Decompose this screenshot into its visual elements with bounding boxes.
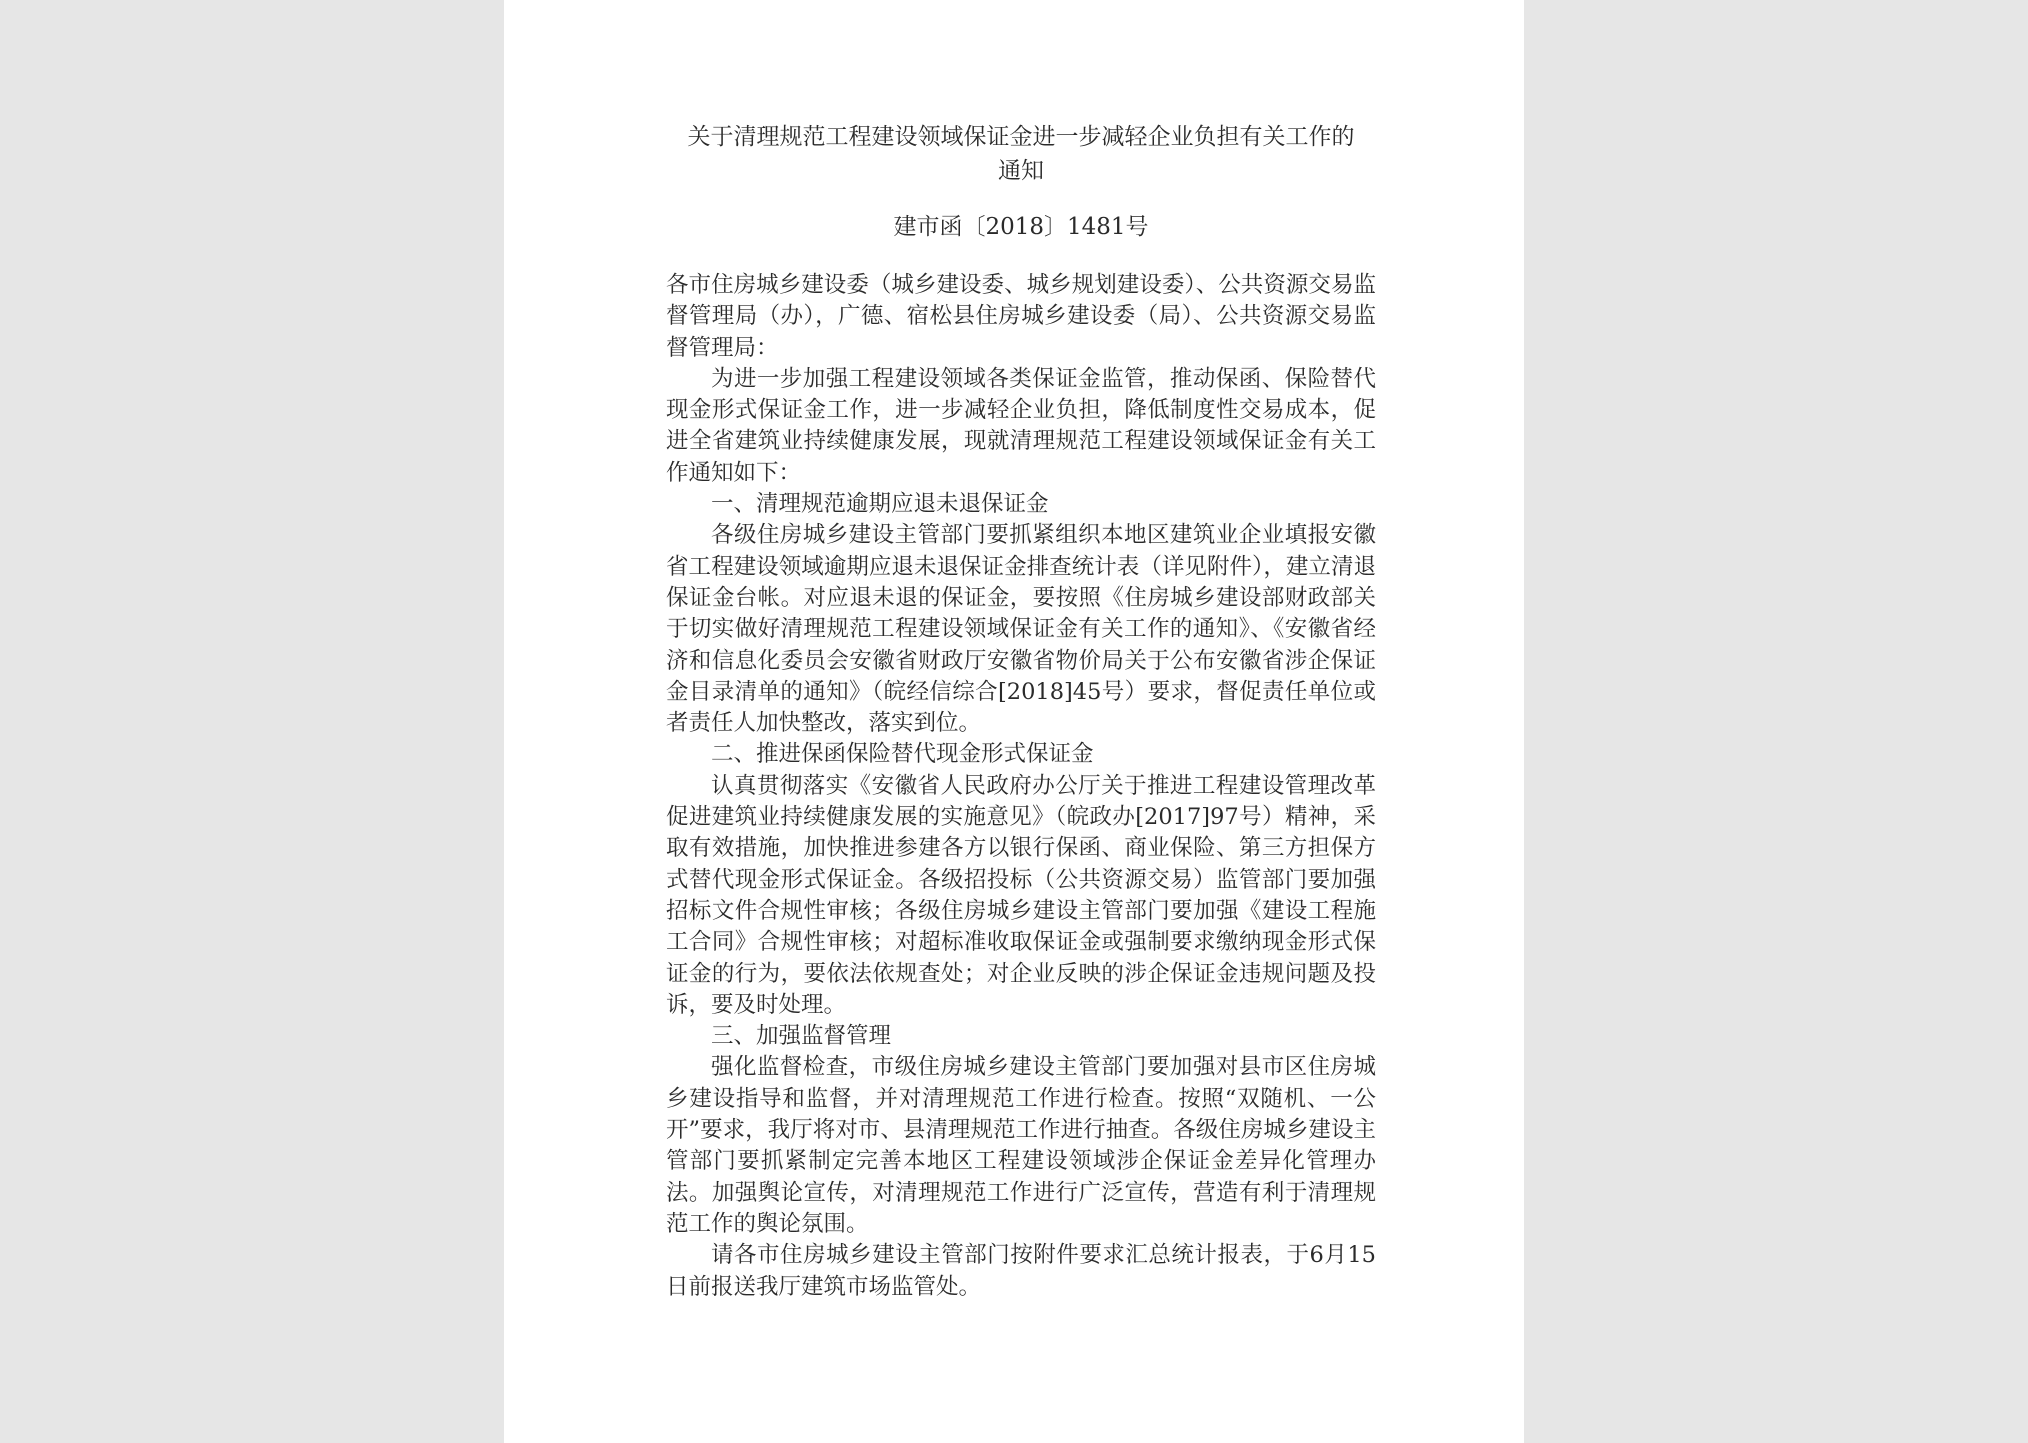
section-2-heading: 二、推进保函保险替代现金形式保证金	[711, 741, 1094, 768]
section-3-body: 强化监督检查，市级住房城乡建设主管部门要加强对县市区住房城乡建设指导和监督，并对清理规范工作进行检查。按照“双随机、一公开”要求，我厅将对市、县清理规范工作进行抽查。各级住房城乡建设主管部门要抓紧制定完善本地区工程建设领域涉企保证金差异化管理办法。加强舆论宣传，对清理规范工作进行广泛宣传，营造有利于清理规范工作的舆论氛围。	[666, 1054, 1376, 1237]
section-3-heading: 三、加强监督管理	[711, 1023, 892, 1050]
document-title	[666, 120, 1376, 188]
document-number: 建市函〔2018〕1481号	[893, 214, 1149, 240]
document-content	[666, 120, 1376, 1303]
closing-paragraph: 请各市住房城乡建设主管部门按附件要求汇总统计报表，于6月15日前报送我厅建筑市场监管处。	[666, 1242, 1376, 1300]
title-line-1: 关于清理规范工程建设领域保证金进一步减轻企业负担有关工作的	[687, 124, 1355, 150]
addressee-paragraph: 各市住房城乡建设委（城乡建设委、城乡规划建设委）、公共资源交易监督管理局（办），广德、宿松县住房城乡建设委（局）、公共资源交易监督管理局：	[666, 272, 1376, 361]
section-1-body: 各级住房城乡建设主管部门要抓紧组织本地区建筑业企业填报安徽省工程建设领域逾期应退未退保证金排查统计表（详见附件），建立清退保证金台帐。对应退未退的保证金，要按照《住房城乡建设部财政部关于切实做好清理规范工程建设领域保证金有关工作的通知》、《安徽省经济和信息化委员会安徽省财政厅安徽省物价局关于公布安徽省涉企保证金目录清单的通知》（皖经信综合[2018]45号）要求，督促责任单位或者责任人加快整改，落实到位。	[666, 522, 1376, 737]
intro-paragraph: 为进一步加强工程建设领域各类保证金监管，推动保函、保险替代现金形式保证金工作，进一步减轻企业负担，降低制度性交易成本，促进全省建筑业持续健康发展，现就清理规范工程建设领域保证金有关工作通知如下：	[666, 365, 1376, 486]
document-page	[504, 0, 1524, 1443]
section-2-body: 认真贯彻落实《安徽省人民政府办公厅关于推进工程建设管理改革促进建筑业持续健康发展的实施意见》（皖政办[2017]97号）精神，采取有效措施，加快推进参建各方以银行保函、商业保险、第三方担保方式替代现金形式保证金。各级招投标（公共资源交易）监管部门要加强招标文件合规性审核；各级住房城乡建设主管部门要加强《建设工程施工合同》合规性审核；对超标准收取保证金或强制要求缴纳现金形式保证金的行为，要依法依规查处；对企业反映的涉企保证金违规问题及投诉，要及时处理。	[666, 772, 1376, 1018]
section-1-heading: 一、清理规范逾期应退未退保证金	[711, 491, 1049, 518]
title-line-2: 通知	[998, 158, 1044, 184]
